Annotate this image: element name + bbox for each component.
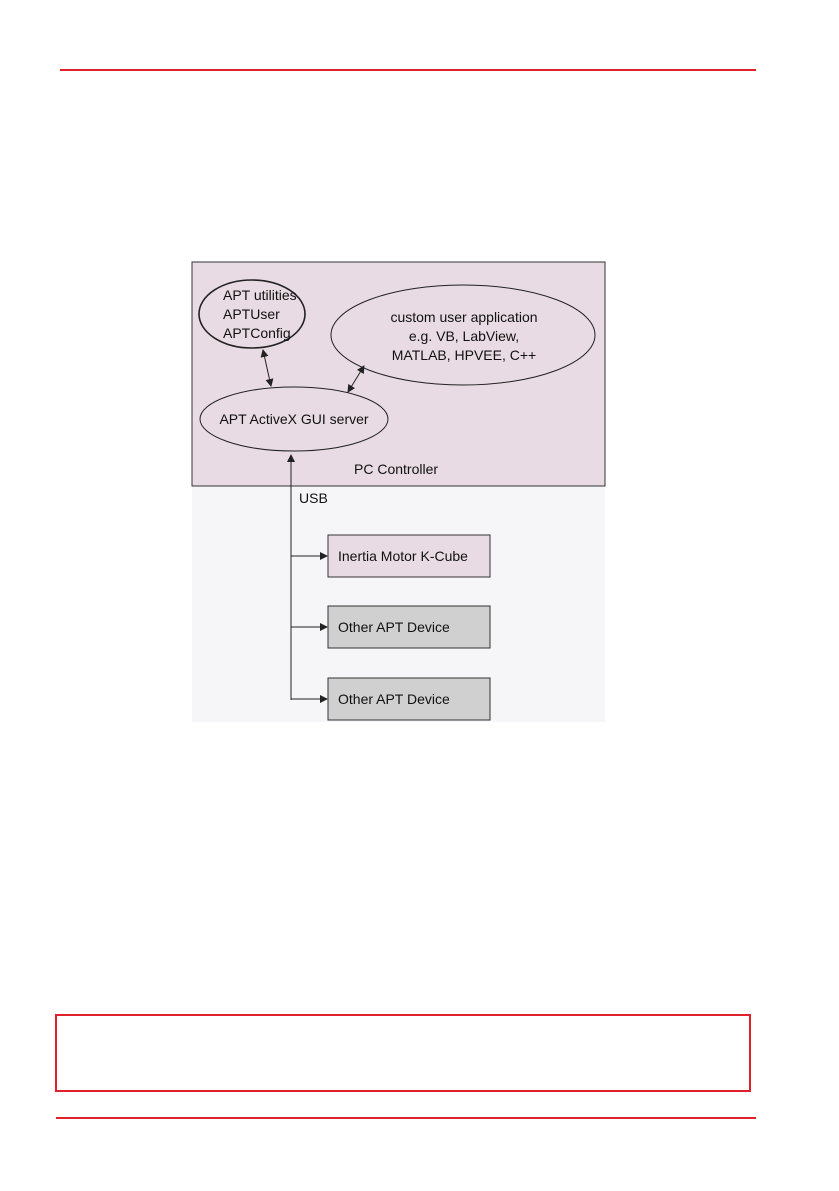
device-label-other-2: Other APT Device (338, 691, 450, 707)
apt-utilities-line3: APTConfig (223, 325, 291, 341)
apt-utilities-line1: APT utilities (223, 287, 297, 303)
device-label-kcube: Inertia Motor K-Cube (338, 548, 468, 564)
gui-server-label: APT ActiveX GUI server (219, 411, 369, 427)
custom-app-line3: MATLAB, HPVEE, C++ (391, 347, 537, 363)
footer-rule (56, 1117, 756, 1119)
custom-app-line2: e.g. VB, LabView, (408, 328, 520, 344)
note-box (55, 1014, 751, 1092)
pc-controller-label: PC Controller (354, 461, 439, 477)
apt-utilities-line2: APTUser (223, 306, 280, 322)
custom-app-line1: custom user application (390, 309, 538, 325)
device-label-other-1: Other APT Device (338, 619, 450, 635)
usb-label: USB (299, 490, 328, 506)
